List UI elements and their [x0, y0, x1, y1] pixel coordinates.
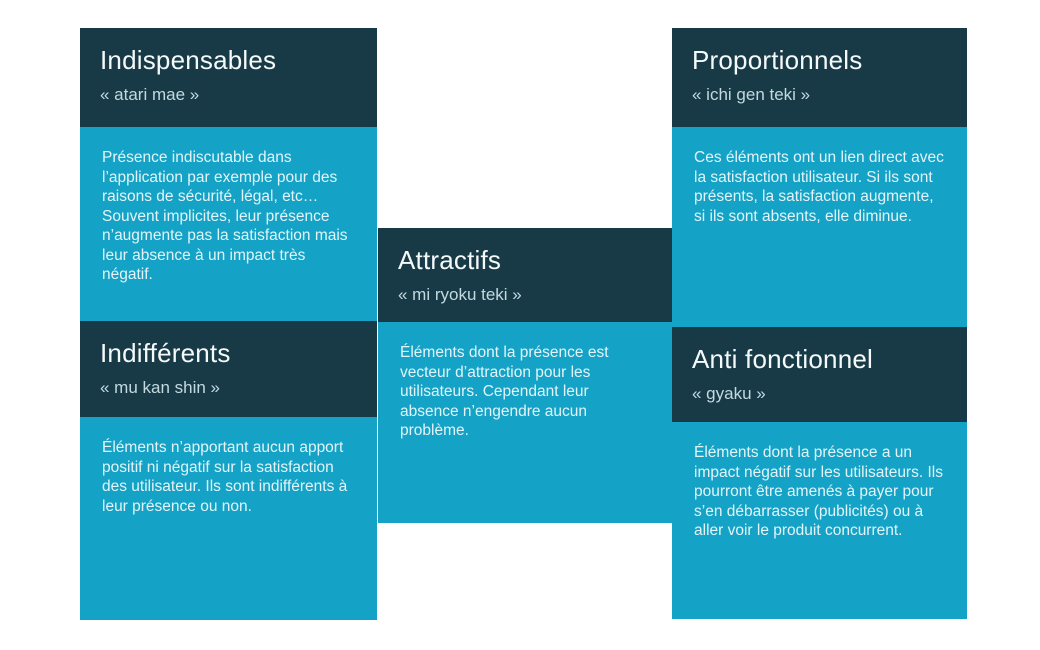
card-description: Ces éléments ont un lien direct avec la satisfaction utilisateur. Si ils sont présents, la satisfaction augmente, si ils sont absents, elle diminue.: [694, 149, 944, 225]
card-attractifs: [378, 228, 672, 523]
card-indifferents-body: [80, 417, 377, 620]
card-proportionnels-body: [672, 127, 967, 327]
card-proportionnels-header: [672, 28, 967, 127]
card-description: Présence indiscutable dans l’application par exemple pour des raisons de sécurité, légal, etc… Souvent implicites, leur présence n’augmente pas la satisfaction mais leur absence à un impact très négatif.: [102, 149, 348, 283]
card-indifferents-header: [80, 321, 377, 417]
card-proportionnels: [672, 28, 967, 327]
card-attractifs-header: [378, 228, 672, 322]
card-description: Éléments dont la présence a un impact négatif sur les utilisateurs. Ils pourront être amenés à payer pour s’en débarrasser (publicités) ou à aller voir le produit concurrent.: [694, 444, 943, 539]
card-japanese-term: « mu kan shin »: [100, 378, 221, 397]
card-description: Éléments dont la présence est vecteur d’attraction pour les utilisateurs. Cependant leur absence n’engendre aucun problème.: [400, 344, 609, 439]
card-title: Anti fonctionnel: [692, 344, 873, 374]
card-anti-fonctionnel-body: [672, 422, 967, 619]
card-attractifs-body: [378, 322, 672, 523]
card-indispensables-header: [80, 28, 377, 127]
card-japanese-term: « ichi gen teki »: [692, 85, 811, 104]
card-indispensables-body: [80, 127, 377, 321]
card-anti-fonctionnel: [672, 327, 967, 619]
card-title: Proportionnels: [692, 45, 863, 75]
card-title: Indispensables: [100, 45, 277, 75]
card-indifferents: [80, 321, 377, 620]
card-japanese-term: « mi ryoku teki »: [398, 285, 522, 304]
card-indispensables: [80, 28, 377, 321]
card-japanese-term: « atari mae »: [100, 85, 200, 104]
card-japanese-term: « gyaku »: [692, 384, 766, 403]
card-title: Indifférents: [100, 338, 231, 368]
card-anti-fonctionnel-header: [672, 327, 967, 422]
card-description: Éléments n’apportant aucun apport positif ni négatif sur la satisfaction des utilisateur. Ils sont indifférents à leur présence ou non.: [102, 439, 348, 515]
card-title: Attractifs: [398, 245, 502, 275]
